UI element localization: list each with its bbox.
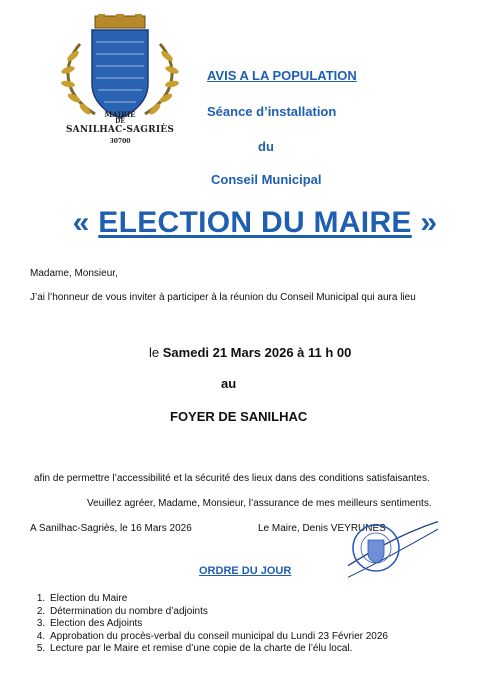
agenda-title: ORDRE DU JOUR <box>199 565 292 577</box>
agenda-item: 3. Election des Adjoints <box>48 618 388 631</box>
au-text: au <box>221 376 237 391</box>
closing-text: Veuillez agréer, Madame, Monsieur, l’assurance de mes meilleurs sentiments. <box>87 498 432 509</box>
meeting-date <box>149 345 351 360</box>
location-text: FOYER DE SANILHAC <box>170 409 308 424</box>
agenda-item: 2. Détermination du nombre d’adjoints <box>48 606 388 619</box>
purpose-text: afin de permettre l’accessibilité et la sécurité des lieux dans des conditions satisfaisantes. <box>34 473 430 484</box>
logo-postcode-label: 30700 <box>109 138 131 145</box>
logo-de-label: DE <box>115 118 125 125</box>
invitation-text: J’ai l’honneur de vous inviter à participer à la réunion du Conseil Municipal qui aura lieu <box>30 292 416 303</box>
agenda-item: 1. Election du Maire <box>48 593 388 606</box>
salutation-text: Madame, Monsieur, <box>30 268 118 279</box>
date-value: Samedi 21 Mars 2026 à 11 h 00 <box>162 345 352 360</box>
agenda-item: 4. Approbation du procès-verbal du conseil municipal du Lundi 23 Février 2026 <box>48 631 388 644</box>
logo-commune-label: SANILHAC-SAGRIÈS <box>65 125 175 135</box>
title-text: ELECTION DU MAIRE <box>98 206 412 239</box>
du-heading: du <box>258 139 274 154</box>
title-close-quote: » <box>411 206 438 239</box>
avis-heading: AVIS A LA POPULATION <box>207 68 357 83</box>
title-open-quote: « <box>72 206 99 239</box>
election-title <box>40 206 470 240</box>
mayor-stamp-icon <box>348 516 438 586</box>
signature-text: Le Maire, Denis VEYRUNES <box>258 523 386 534</box>
place-date-text: A Sanilhac-Sagriès, le 16 Mars 2026 <box>30 523 192 534</box>
agenda-item: 5. Lecture par le Maire et remise d’une copie de la charte de l’élu local. <box>48 643 388 656</box>
agenda-list <box>30 593 388 656</box>
conseil-heading: Conseil Municipal <box>211 172 322 187</box>
date-prefix: le <box>149 345 160 360</box>
logo-mairie-label: MAIRIE <box>104 110 136 119</box>
mairie-logo <box>40 14 200 164</box>
seance-heading: Séance d’installation <box>207 104 337 119</box>
